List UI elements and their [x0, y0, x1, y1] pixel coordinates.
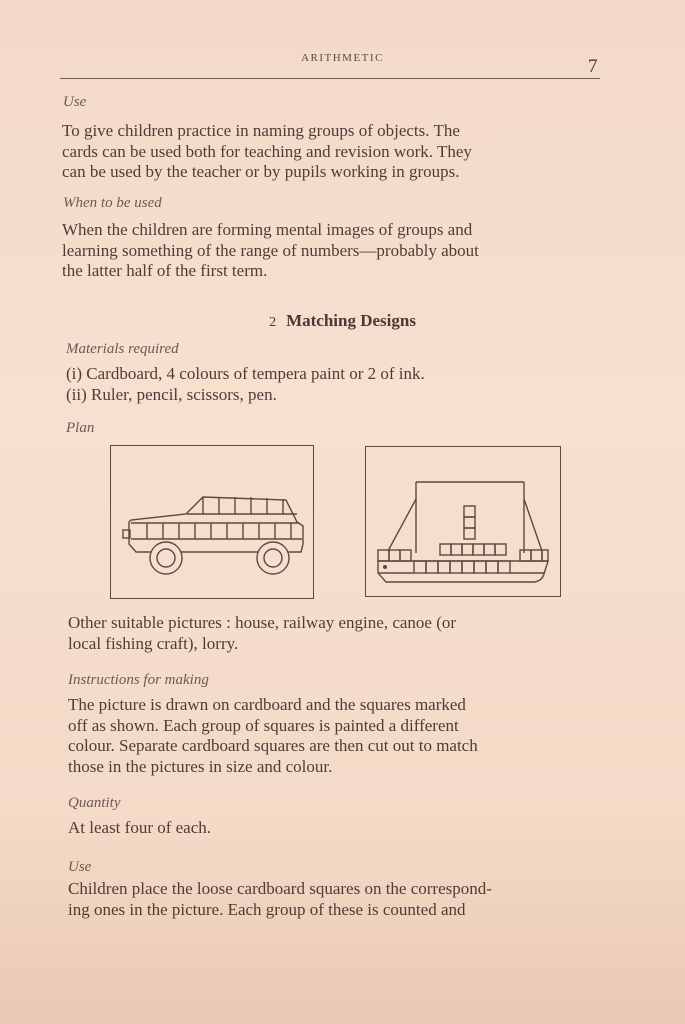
- use2-heading: Use: [68, 859, 92, 875]
- use-line-1: To give children practice in naming groups of objects. The: [62, 121, 460, 140]
- other-line-2: local fishing craft), lorry.: [68, 633, 239, 653]
- use2-line-2: ing ones in the picture. Each group of these is counted and: [68, 899, 466, 919]
- quantity-line-1: At least four of each.: [68, 818, 212, 837]
- use2-line-1: Children place the loose cardboard squares on the correspond-: [68, 879, 492, 898]
- page-number: 7: [588, 56, 598, 77]
- instructions-line-2: off as shown. Each group of squares is painted a different: [68, 715, 459, 735]
- use-line-2: cards can be used both for teaching and revision work. They: [62, 141, 472, 161]
- header-rule: [60, 78, 600, 79]
- materials-list: [66, 364, 611, 405]
- quantity-paragraph: [68, 818, 613, 839]
- quantity-heading: Quantity: [68, 795, 121, 811]
- section-title-text: Matching Designs: [286, 311, 416, 330]
- other-line-1: Other suitable pictures : house, railway engine, canoe (or: [68, 613, 457, 632]
- ship-funnel-squares: [440, 506, 506, 555]
- instructions-line-3: colour. Separate cardboard squares are then cut out to match: [68, 736, 478, 755]
- use-heading: Use: [63, 94, 87, 110]
- materials-item-2: (ii) Ruler, pencil, scissors, pen.: [66, 384, 277, 404]
- other-pictures-paragraph: [68, 613, 613, 654]
- instructions-line-1: The picture is drawn on cardboard and the squares marked: [68, 695, 466, 714]
- use-line-3: can be used by the teacher or by pupils working in groups.: [62, 162, 460, 181]
- car-body-grid: [147, 523, 291, 539]
- plan-heading: Plan: [66, 420, 95, 436]
- section-number: 2: [269, 315, 277, 330]
- ship-drawing: [366, 447, 559, 595]
- section-title: [0, 311, 685, 331]
- car-drawing: [111, 446, 312, 597]
- when-heading: When to be used: [63, 195, 162, 211]
- when-line-3: the latter half of the first term.: [62, 261, 268, 280]
- car-picture: [110, 445, 314, 599]
- instructions-heading: Instructions for making: [68, 672, 209, 688]
- use-paragraph: [62, 121, 607, 183]
- ship-hull-squares: [414, 561, 510, 573]
- materials-item-1: (i) Cardboard, 4 colours of tempera paint or 2 of ink.: [66, 364, 425, 383]
- use2-paragraph: [68, 879, 613, 920]
- running-title: ARITHMETIC: [301, 52, 384, 64]
- when-line-2: learning something of the range of numbers—probably about: [62, 240, 479, 260]
- ship-picture: [365, 446, 561, 597]
- when-line-1: When the children are forming mental images of groups and: [62, 220, 473, 239]
- instructions-paragraph: [68, 695, 613, 777]
- when-paragraph: [62, 220, 607, 282]
- instructions-line-4: those in the pictures in size and colour.: [68, 756, 333, 776]
- materials-heading: Materials required: [66, 341, 179, 357]
